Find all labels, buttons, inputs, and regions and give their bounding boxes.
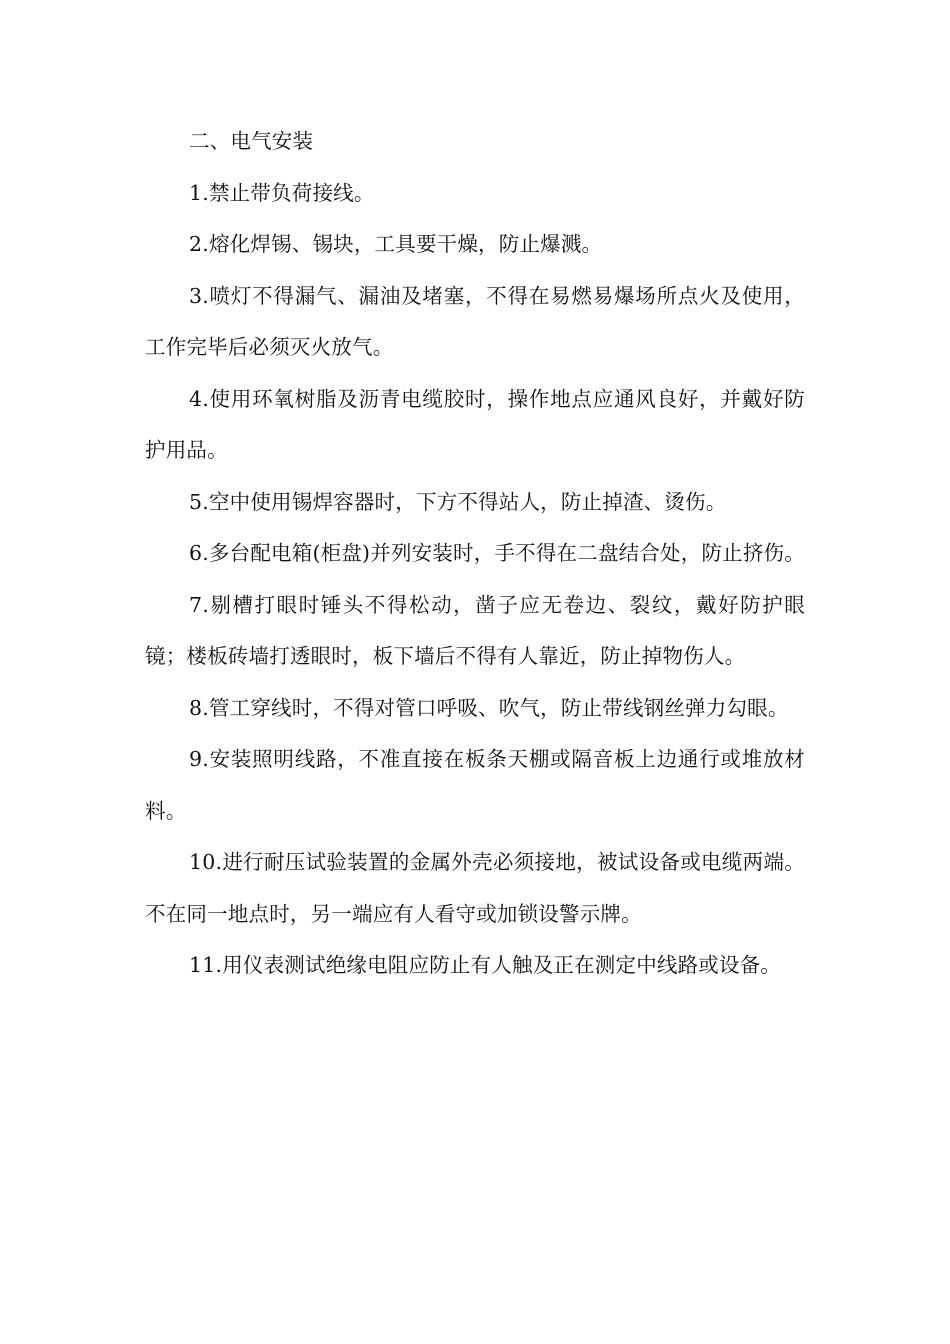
list-item-6: 6.多台配电箱(柜盘)并列安装时，手不得在二盘结合处，防止挤伤。 (189, 541, 805, 565)
list-item-7: 7.剔槽打眼时锤头不得松动，凿子应无卷边、裂纹，戴好防护眼镜；楼板砖墙打透眼时，板下墙后不得有人靠近，防止掉物伤人。 (145, 592, 805, 668)
list-item-11: 11.用仪表测试绝缘电阻应防止有人触及正在测定中线路或设备。 (189, 953, 782, 977)
list-item-9: 9.安装照明线路，不准直接在板条天棚或隔音板上边通行或堆放材料。 (145, 747, 805, 823)
list-item-3: 3.喷灯不得漏气、漏油及堵塞，不得在易燃易爆场所点火及使用，工作完毕后必须灭火放气。 (145, 283, 805, 359)
list-item-4: 4.使用环氧树脂及沥青电缆胶时，操作地点应通风良好，并戴好防护用品。 (145, 386, 805, 462)
list-item-5: 5.空中使用锡焊容器时，下方不得站人，防止掉渣、烫伤。 (189, 489, 727, 514)
list-item-10: 10.进行耐压试验装置的金属外壳必须接地，被试设备或电缆两端。不在同一地点时，另一端应有人看守或加锁设警示牌。 (145, 850, 805, 926)
list-item-8: 8.管工穿线时，不得对管口呼吸、吹气，防止带线钢丝弹力勾眼。 (189, 695, 789, 720)
section-heading: 二、电气安装 (189, 129, 314, 153)
list-item-1: 1.禁止带负荷接线。 (189, 180, 375, 205)
document-body (145, 116, 805, 992)
list-item-2: 2.熔化焊锡、锡块，工具要干燥，防止爆溅。 (189, 232, 603, 256)
